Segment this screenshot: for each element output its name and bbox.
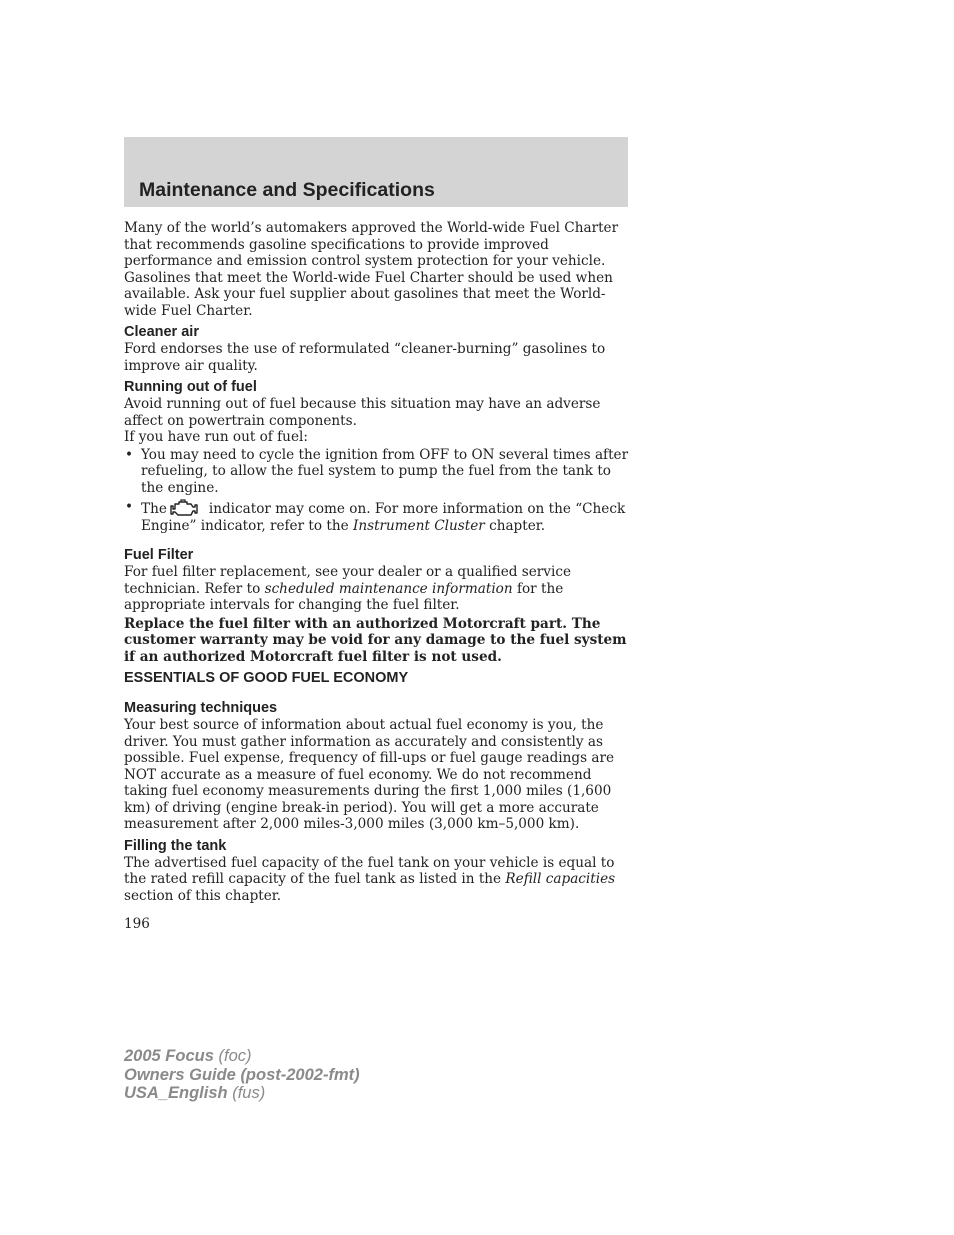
list-item: [124, 499, 630, 534]
fuel-filter-text-italic: scheduled maintenance information: [264, 580, 513, 597]
footer-model-code: (foc): [218, 1047, 252, 1065]
bullet-text-start: The: [141, 501, 167, 517]
measuring-heading: Measuring techniques: [124, 700, 278, 716]
bullet-text-end: chapter.: [489, 517, 546, 534]
filling-text-end: section of this chapter.: [124, 887, 282, 904]
filling-text: [124, 855, 630, 905]
economy-heading: ESSENTIALS OF GOOD FUEL ECONOMY: [124, 670, 409, 686]
bullet-text-italic: Instrument Cluster: [352, 517, 485, 534]
filling-text-italic: Refill capacities: [505, 871, 616, 887]
footer-line-1: [124, 1047, 360, 1066]
fuel-filter-warning: Replace the fuel filter with an authorized Motorcraft part. The customer warranty may be void for any damage to the fuel system if an authorized Motorcraft fuel filter is not used.: [124, 615, 627, 665]
measuring-text: Your best source of information about actual fuel economy is you, the driver. You must gather information as accurately and consistently as possible. Fuel expense, frequency of fill-ups or fuel gauge readings are NOT accurate as a measure of fuel economy. We do not recommend taking fuel economy measurements during the first 1,000 miles (1,600 km) of driving (engine break-in period). You will get a more accurate measurement after 2,000 miles-3,000 miles (3,000 km–5,000 km).: [124, 717, 615, 832]
filling-text-start: The advertised fuel capacity of the fuel tank on your vehicle is equal to the rated refill capacity of the fuel tank as listed in the: [124, 854, 615, 887]
page-number: 196: [124, 916, 150, 932]
section-header: [124, 137, 628, 207]
page-body: [124, 220, 630, 933]
cleaner-air-heading: Cleaner air: [124, 324, 199, 340]
bullet-text: You may need to cycle the ignition from OFF to ON several times after refueling, to allow the fuel system to pump the fuel from the tank to the engine.: [141, 446, 629, 496]
footer-guide: Owners Guide (post-2002-fmt): [124, 1065, 360, 1084]
running-out-heading: Running out of fuel: [124, 379, 257, 395]
fuel-filter-heading: Fuel Filter: [124, 547, 194, 563]
bullet-symbol: •: [125, 446, 134, 463]
section-title: Maintenance and Specifications: [139, 179, 435, 201]
footer-line-3: [124, 1084, 360, 1103]
filling-heading: Filling the tank: [124, 837, 227, 854]
running-out-lead: If you have run out of fuel:: [124, 429, 308, 445]
footer-language: USA_English: [124, 1084, 228, 1102]
footer-model: 2005 Focus: [124, 1047, 214, 1065]
intro-paragraph: Many of the world’s automakers approved the World-wide Fuel Charter that recommends gasoline specifications to provide improved performance and emission control system protection for your vehicle. Gasolines that meet the World-wide Fuel Charter should be used when available. Ask your fuel supplier about gasolines that meet the World-wide Fuel Charter.: [124, 220, 619, 319]
running-out-text: Avoid running out of fuel because this situation may have an adverse affect on powertrain components.: [124, 396, 601, 429]
bullet-text-middle: indicator may come on. For more information on the “Check Engine” indicator, refer to the: [141, 501, 626, 534]
fuel-filter-text: [124, 564, 630, 614]
document-footer: [124, 1047, 360, 1103]
running-out-list: [124, 447, 630, 535]
cleaner-air-text: Ford endorses the use of reformulated “cleaner-burning” gasolines to improve air quality.: [124, 341, 606, 374]
check-engine-icon: [169, 499, 199, 517]
fuel-filter-text-start: For fuel filter replacement, see your dealer or a qualified service technician. Refer to: [124, 564, 571, 597]
footer-line-2: [124, 1066, 360, 1085]
fuel-filter-text-end: for the appropriate intervals for changing the fuel filter.: [124, 580, 564, 613]
bullet-symbol: •: [125, 499, 134, 515]
list-item: [124, 447, 630, 497]
footer-language-code: (fus): [232, 1084, 266, 1102]
